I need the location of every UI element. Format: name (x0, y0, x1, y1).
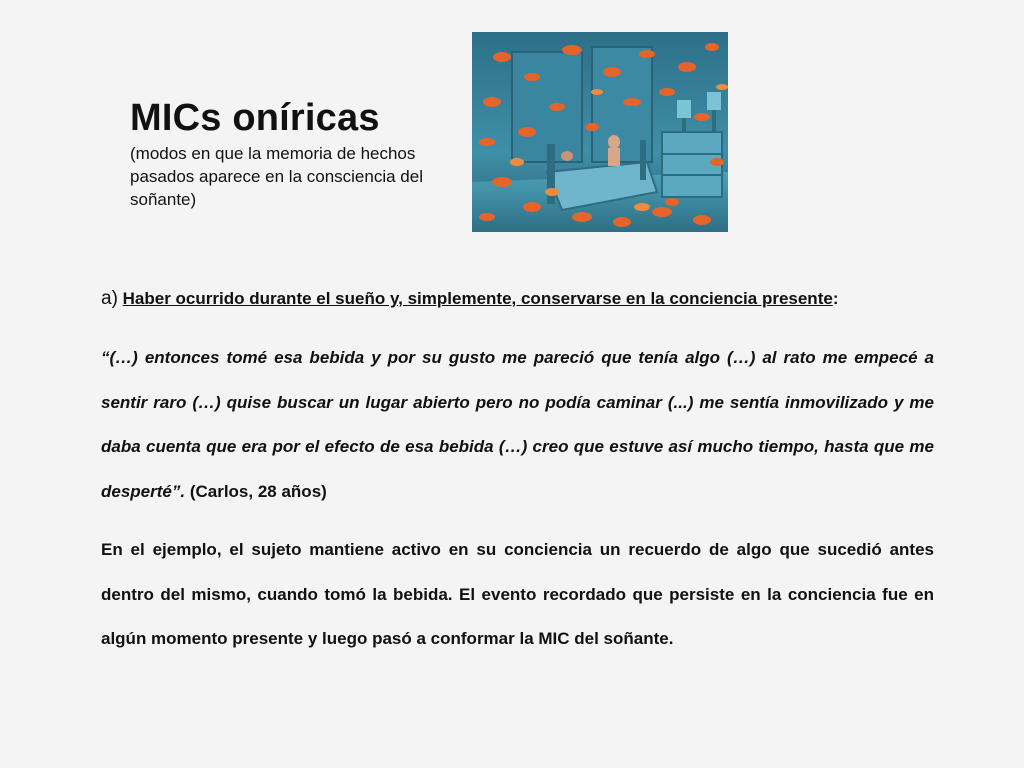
section-a-colon: : (832, 289, 839, 308)
slide-title: MICs oníricas (130, 97, 380, 139)
section-a (101, 287, 934, 311)
quote-citation: (Carlos, 28 años) (185, 481, 327, 501)
quote-text: “(…) entonces tomé esa bebida y por su gusto me pareció que tenía algo (…) al rato me empecé a sentir raro (…) quise buscar un lugar abierto pero no podía caminar (...) me sentía inmovilizado y me daba cuenta que era por el efecto de esa bebida (…) creo que estuve así mucho tiempo, hasta que me desperté”. (101, 348, 934, 501)
slide-subtitle: (modos en que la memoria de hechos pasados aparece en la consciencia del soñante) (130, 144, 423, 209)
dream-photo (472, 32, 728, 232)
dream-quote (101, 336, 934, 514)
section-a-heading: Haber ocurrido durante el sueño y, simplemente, conservarse en la conciencia presente (122, 289, 833, 308)
section-a-marker: a) (101, 288, 118, 309)
title-block (130, 96, 450, 211)
explanation-paragraph: En el ejemplo, el sujeto mantiene activo en su conciencia un recuerdo de algo que sucedió antes dentro del mismo, cuando tomó la bebida. El evento recordado que persiste en la conciencia fue en algún momento presente y luego pasó a conformar la MIC del soñante. (101, 540, 934, 648)
